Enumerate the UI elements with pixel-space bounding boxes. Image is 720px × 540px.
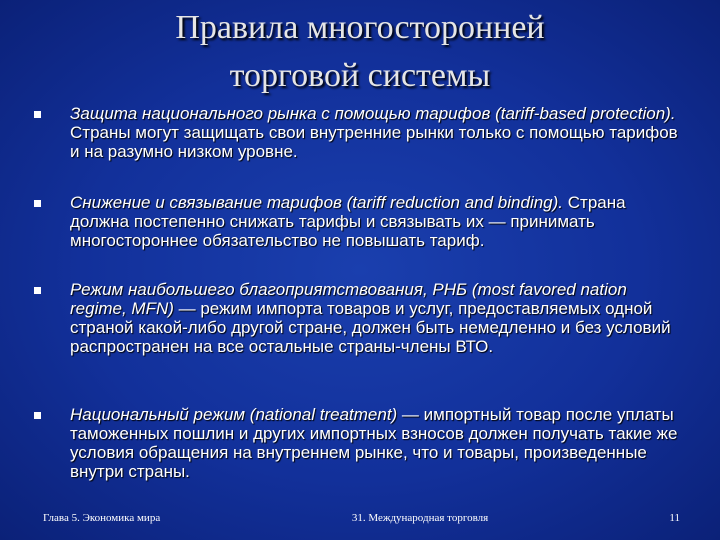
footer-chapter: Глава 5. Экономика мира bbox=[43, 512, 161, 524]
bullet-term: Защита национального рынка с помощью тарифов (tariff-based protection). bbox=[70, 104, 676, 123]
slide-title bbox=[0, 4, 720, 100]
bullet-body: Страна должна постепенно снижать тарифы и связывать их — принимать многостороннее обязательство не повышать тариф. bbox=[70, 193, 626, 250]
bullet-text bbox=[70, 405, 680, 481]
bullet-square-icon bbox=[34, 111, 41, 118]
bullet-body: — импортный товар после уплаты таможенных пошлин и других импортных взносов должен получать такие же условия обращения на внутреннем рынке, что и товары, произведенные внутри страны. bbox=[70, 405, 678, 481]
slide-title-line-2: торговой системы bbox=[229, 57, 491, 94]
footer-page-number: 11 bbox=[669, 512, 680, 524]
bullet-square-icon bbox=[34, 412, 41, 419]
bullet-square-icon bbox=[34, 287, 41, 294]
bullet-text bbox=[70, 280, 680, 356]
bullet-text bbox=[70, 193, 680, 250]
bullet-text bbox=[70, 104, 680, 161]
slide-title-line-1: Правила многосторонней bbox=[175, 9, 545, 46]
footer-section: 31. Международная торговля bbox=[351, 512, 489, 524]
bullet-square-icon bbox=[34, 200, 41, 207]
bullet-term: Национальный режим (national treatment) bbox=[70, 405, 398, 424]
bullet-body: Страны могут защищать свои внутренние рынки только с помощью тарифов и на разумно низком уровне. bbox=[70, 123, 678, 161]
bullet-term: Режим наибольшего благоприятствования, РНБ (most favored nation regime, MFN) bbox=[70, 280, 627, 318]
bullet-body: — режим импорта товаров и услуг, предоставляемых одной страной какой-либо другой стране, должен быть немедленно и без условий распространен на все остальные страны-члены ВТО. bbox=[70, 299, 671, 356]
bullet-term: Снижение и связывание тарифов (tariff reduction and binding). bbox=[70, 193, 564, 212]
